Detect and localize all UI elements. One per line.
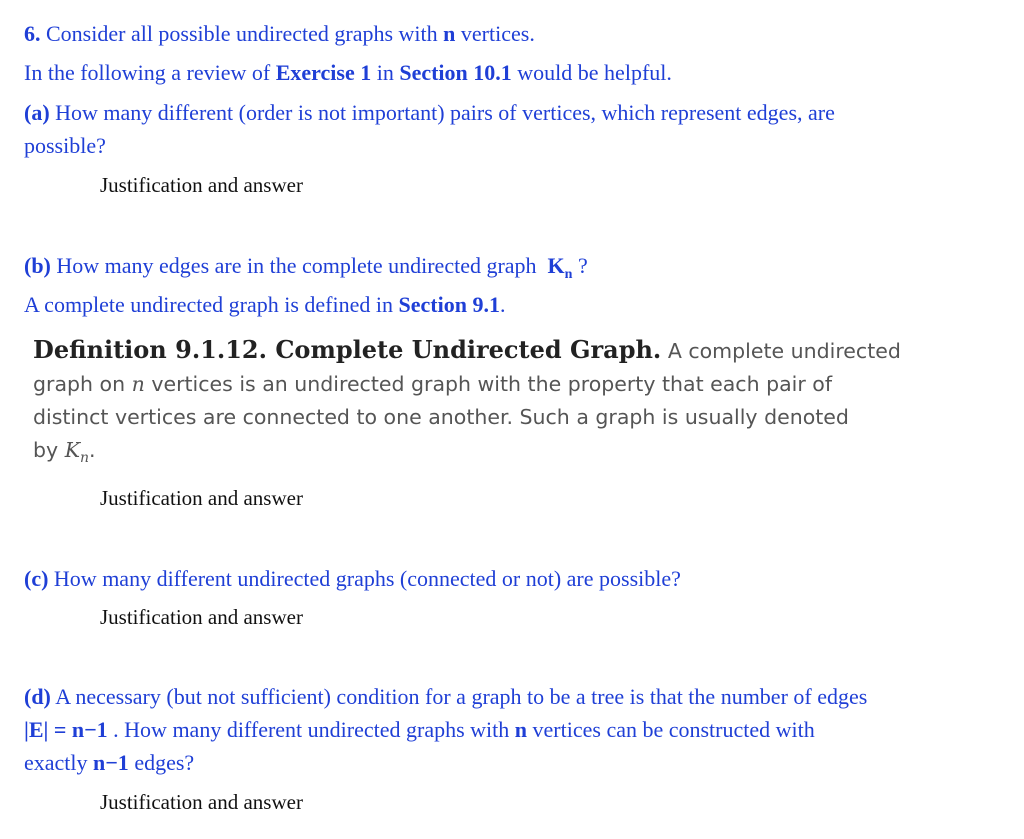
part-a-question-cont: possible? (24, 133, 106, 158)
section-ref: Section 10.1 (399, 60, 512, 85)
n-minus-1-expr: n−1 (93, 750, 129, 775)
part-c-label: (c) (24, 566, 49, 591)
definition-row-2: graph on n vertices is an undirected graph with the property that each pair of (33, 372, 833, 396)
part-d-answer-prompt: Justification and answer (100, 790, 303, 814)
definition-row-1: Definition 9.1.12. Complete Undirected Graph. A complete undirected (33, 335, 901, 364)
part-d-question-cont: |E| = n−1 . How many different undirected graphs with n vertices can be constructed with (24, 717, 815, 742)
problem-statement: 6. Consider all possible undirected graphs with n vertices. (24, 21, 535, 46)
exercise-ref: Exercise 1 (275, 60, 372, 85)
part-a-answer-prompt: Justification and answer (100, 173, 303, 197)
definition-row-4: by $K_n$. (33, 438, 96, 466)
part-a-question: (a) How many different (order is not important) pairs of vertices, which represent edges, are (24, 100, 835, 125)
section-9-1-ref: Section 9.1 (398, 292, 500, 317)
part-c-question: (c) How many different undirected graphs (connected or not) are possible? (24, 566, 681, 591)
kn-symbol: $K_n$ (547, 253, 573, 282)
part-b-question: (b) How many edges are in the complete undirected graph $K_n$ ? (24, 253, 588, 282)
part-d-question: (d) A necessary (but not sufficient) condition for a graph to be a tree is that the number of edges (24, 684, 868, 709)
part-b-reference: A complete undirected graph is defined in Section 9.1. (24, 292, 506, 317)
review-note: In the following a review of Exercise 1 in Section 10.1 would be helpful. (24, 60, 672, 85)
kn-symbol-italic: $K_n$ (64, 438, 90, 466)
part-a-label: (a) (24, 100, 50, 125)
part-d-question-end: exactly n−1 edges? (24, 750, 195, 775)
problem-number: 6. (24, 21, 41, 46)
part-c-answer-prompt: Justification and answer (100, 605, 303, 629)
part-b-label: (b) (24, 253, 51, 278)
definition-row-3: distinct vertices are connected to one another. Such a graph is usually denoted (33, 405, 849, 429)
part-d-label: (d) (24, 684, 51, 709)
definition-title: Definition 9.1.12. Complete Undirected Graph. (33, 335, 662, 364)
definition-block (33, 333, 933, 467)
part-b-answer-prompt: Justification and answer (100, 486, 303, 510)
edge-count-equation: |E| = n−1 (24, 717, 108, 742)
